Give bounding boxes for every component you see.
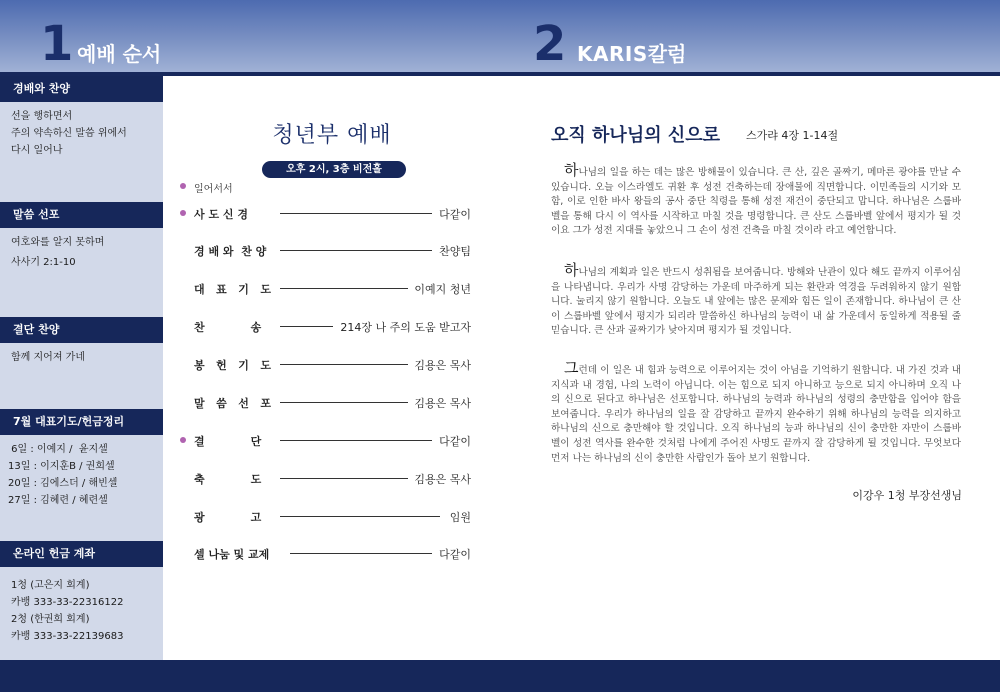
stand-note: 일어서서 [194, 184, 233, 195]
column-paragraph-2 [551, 263, 961, 339]
order-label: 찬 송 [194, 321, 262, 334]
footer-band [0, 660, 1000, 692]
leader-line [280, 364, 408, 365]
order-row-offering-prayer [0, 354, 487, 374]
sidebar-heading-sermon: 말씀 선포 [0, 202, 163, 228]
bullet-dot [180, 183, 186, 189]
list-item: 카뱅 333-33-22139683 [11, 631, 124, 642]
list-item: 2청 (한권희 회계) [11, 614, 90, 625]
order-label: 셀 나눔 및 교제 [194, 548, 270, 561]
sidebar-heading-online-offering: 온라인 헌금 계좌 [0, 541, 163, 567]
order-row-cell-fellowship [0, 543, 487, 563]
section-1-number: 1 [40, 16, 74, 72]
bullet-dot [180, 210, 186, 216]
sidebar-heading-worship: 경배와 찬양 [0, 76, 163, 102]
list-item: 주의 약속하신 말씀 위에서 [11, 128, 127, 139]
drop-initial: 하 [564, 161, 579, 179]
leader-line [280, 250, 432, 251]
drop-initial: 하 [564, 261, 579, 279]
list-item: 27일 : 김혜련 / 혜련셀 [8, 495, 108, 506]
list-item: 여호와를 알지 못하며 [11, 237, 105, 248]
order-value: 다같이 [439, 208, 471, 221]
order-label: 광 고 [194, 511, 262, 524]
order-row-hymn [0, 316, 487, 336]
order-row-sermon [0, 392, 487, 412]
list-item: 선을 행하면서 [11, 111, 73, 122]
column-scripture-reference: 스가랴 4장 1-14절 [746, 129, 839, 142]
section-2-number: 2 [533, 16, 567, 72]
column-paragraph-3 [551, 361, 961, 466]
paragraph-text: 나님의 계획과 일은 반드시 성취됨을 보여줍니다. 방해와 난관이 있다 해도 끝까지 이루어심을 나타냅니다. 우리가 사명 감당하는 가운데 마주하게 되는 환란과 역경을 두려워하지 않기 원합니다. 눌리지 않기 원합니다. 오늘도 내 앞에는 많은 문제와 힘든 일이 존재합니다. 하나님이 큰 산이 스룹바벨 앞에서 평지가 되리라 말씀하신 하나님의 능력이 내 삶 가운데서 동일하게 적용될 줄 믿습니다. 큰 산과 골짜기가 낮아지며 평지가 될 것입니다. [551, 267, 962, 337]
karis-brand: KARIS [577, 42, 648, 66]
leader-line [280, 213, 432, 214]
service-title: 청년부 예배 [272, 123, 392, 148]
section-2-title [577, 38, 686, 67]
list-item: 다시 일어나 [11, 145, 63, 156]
leader-line [280, 516, 440, 517]
order-label: 경 배 와 찬 양 [194, 245, 267, 258]
order-value: 214장 나 주의 도움 받고자 [340, 321, 471, 334]
list-item: 함께 지어져 가네 [11, 352, 85, 363]
order-row-praise [0, 240, 487, 260]
order-row-announcements [0, 506, 487, 526]
order-row-decision [0, 430, 487, 450]
order-row-representative-prayer [0, 278, 487, 298]
order-row-apostles-creed [0, 203, 487, 223]
order-label: 사 도 신 경 [194, 208, 248, 221]
order-value: 김용은 목사 [414, 473, 471, 486]
column-title: 오직 하나님의 신으로 [551, 125, 721, 146]
sidebar-heading-prayer-schedule: 7월 대표기도/헌금정리 [0, 409, 163, 435]
leader-line [280, 440, 432, 441]
list-item: 6일 : 이예지 / 윤지셀 [8, 444, 108, 455]
order-value: 다같이 [439, 548, 471, 561]
column-paragraph-1 [551, 163, 961, 239]
service-time-badge: 오후 2시, 3층 비전홀 [262, 161, 406, 178]
sidebar-heading-decision: 결단 찬양 [0, 317, 163, 343]
order-value: 다같이 [439, 435, 471, 448]
order-value: 김용은 목사 [414, 359, 471, 372]
list-item: 13일 : 이지훈B / 권희셀 [8, 461, 115, 472]
leader-line [280, 288, 408, 289]
sidebar-worship-songs [11, 108, 161, 159]
list-item: 1청 (고은지 회계) [11, 580, 90, 591]
order-label: 말 씀 선 포 [194, 397, 271, 410]
paragraph-text: 런데 이 일은 내 힘과 능력으로 이루어지는 것이 아님을 기억하기 원합니다. 내 가진 것과 내 지식과 내 경험, 나의 노력이 아닙니다. 이는 힘으로 되지 아니하고 능으로 되지 아니하며 오직 나의 신으로 된다고 하나님은 선포합니다. 하나님의 능력과 하나님의 성령의 충만함을 입어야 함을 보여줍니다. 우리가 하나님의 일을 잘 감당하고 끝까지 완수하기 위해 하나님의 능력을 의지하고 하나님의 신으로 충만해야 할 것입니다. 오직 하나님의 능과 하나님의 신이 충만한 자만이 스룹바벨이 성전 역사를 완수한 것처럼 나에게 주어진 사명도 끝까지 잘 감당하게 될 것입니다. 무엇보다 먼저 나는 하나님의 신이 충만한 사람인가 돌아 보기 원합니다. [551, 365, 961, 464]
list-item: 20일 : 김에스더 / 해빈셀 [8, 478, 118, 489]
list-item: 카뱅 333-33-22316122 [11, 597, 124, 608]
order-label: 대 표 기 도 [194, 283, 271, 296]
leader-line [280, 402, 408, 403]
drop-initial: 그 [564, 359, 579, 377]
order-value: 찬양팀 [439, 245, 471, 258]
order-row-benediction [0, 468, 487, 488]
list-item: 사사기 2:1-10 [11, 257, 76, 268]
section-2-title-text: 칼럼 [647, 42, 687, 66]
sidebar-offering-accounts [11, 577, 161, 645]
bullet-dot [180, 437, 186, 443]
order-value: 이예지 청년 [414, 283, 471, 296]
leader-line [280, 326, 333, 327]
leader-line [290, 553, 432, 554]
column-signature: 이강우 1청 부장선생님 [852, 489, 962, 502]
order-value: 임원 [449, 511, 471, 524]
order-label: 봉 헌 기 도 [194, 359, 271, 372]
order-label: 축 도 [194, 473, 262, 486]
order-value: 김용은 목사 [414, 397, 471, 410]
order-label: 결 단 [194, 435, 262, 448]
leader-line [280, 478, 408, 479]
paragraph-text: 나님의 일을 하는 데는 많은 방해물이 있습니다. 큰 산, 깊은 골짜기, 메마른 광야를 만날 수 있습니다. 오늘 이스라엘도 귀환 후 성전 건축하는데 장애물에 직면합니다. 이민족들의 시기와 모함, 이로 인한 바사 왕들의 공사 중단 칙령을 통해 성전 재건이 중단되고 맙니다. 하나님은 스룹바벨을 통해 다시 이 역사를 시작하고 마칠 것을 명령합니다. 큰 산도 스룹바벨 앞에서 평지가 될 것이요 그가 성전 지대를 놓았으니 그 손이 성전 건축을 마칠 것이라 라고 예언합니다. [551, 167, 961, 237]
section-1-title: 예배 순서 [77, 42, 162, 66]
